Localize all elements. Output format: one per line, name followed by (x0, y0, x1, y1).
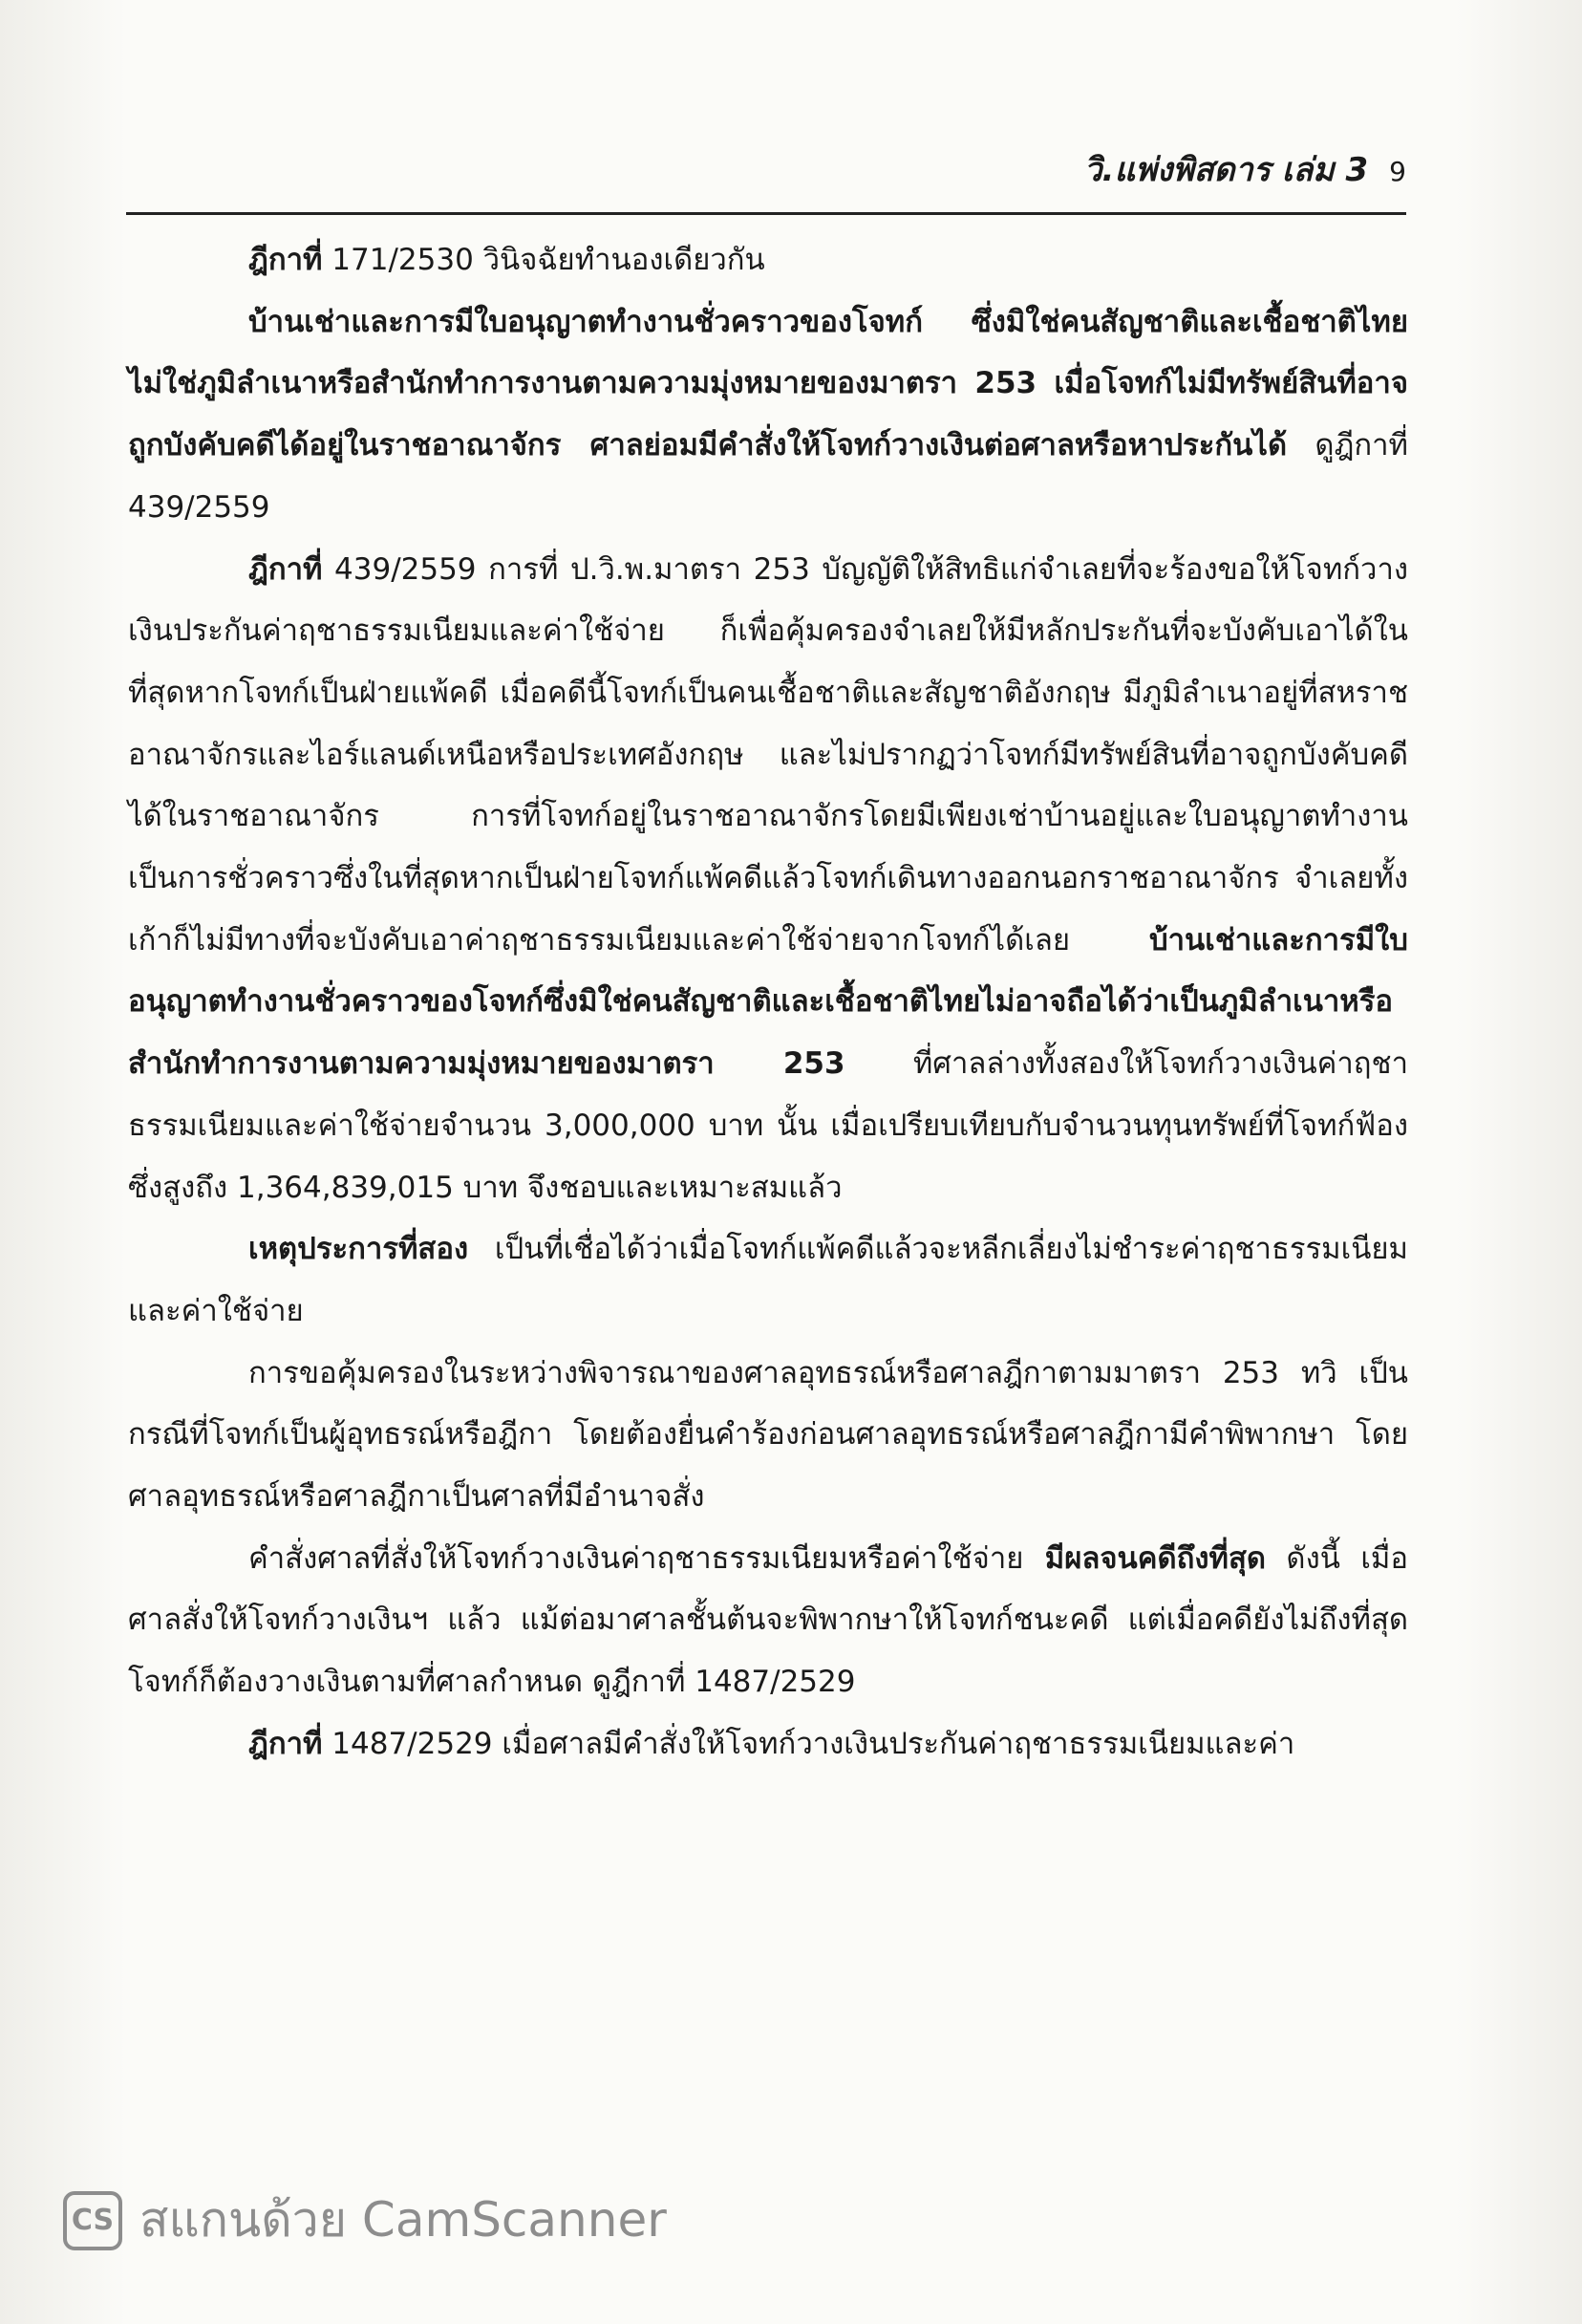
paragraph-4 (128, 1218, 1408, 1342)
paragraph-3 (128, 539, 1408, 1219)
paragraph-text: เป็นที่เชื่อได้ว่าเมื่อโจทก์แพ้คดีแล้วจะหลีกเลี่ยงไม่ชำระค่าฤชาธรรมเนียมและค่าใช้จ่าย (128, 1232, 1408, 1328)
paragraph-text-continued: ดังนี้ เมื่อศาลสั่งให้โจทก์วางเงินฯ แล้ว แม้ต่อมาศาลชั้นต้นจะพิพากษาให้โจทก์ชนะคดี แต่เมื่อคดียังไม่ถึงที่สุด โจทก์ก็ต้องวางเงินตามที่ศาลกำหนด ดูฎีกาที่ 1487/2529 (128, 1540, 1408, 1700)
camscanner-icon-label: CS (71, 2204, 115, 2237)
book-title: วิ.แพ่งพิสดาร เล่ม 3 (1083, 151, 1369, 189)
paragraph-2 (128, 291, 1408, 539)
case-ref-label: ฎีกาที่ (248, 1726, 323, 1761)
case-ref-label: ฎีกาที่ (248, 243, 323, 277)
camscanner-icon (63, 2191, 122, 2250)
paragraph-1 (128, 229, 1408, 291)
paragraph-7 (128, 1713, 1408, 1775)
paragraph-text: 439/2559 การที่ ป.วิ.พ.มาตรา 253 บัญญัติให้สิทธิแก่จำเลยที่จะร้องขอให้โจทก์วางเงินประกันค่าฤชาธรรมเนียมและค่าใช้จ่าย ก็เพื่อคุ้มครองจำเลยให้มีหลักประกันที่จะบังคับเอาได้ในที่สุดหากโจทก์เป็นฝ่ายแพ้คดี เมื่อคดีนี้โจทก์เป็นคนเชื้อชาติและสัญชาติอังกฤษ มีภูมิลำเนาอยู่ที่สหราชอาณาจักรและไอร์แลนด์เหนือหรือประเทศอังกฤษ และไม่ปรากฏว่าโจทก์มีทรัพย์สินที่อาจถูกบังคับคดีได้ในราชอาณาจักร การที่โจทก์อยู่ในราชอาณาจักรโดยมีเพียงเช่าบ้านอยู่และใบอนุญาตทำงานเป็นการชั่วคราวซึ่งในที่สุดหากเป็นฝ่ายโจทก์แพ้คดีแล้วโจทก์เดินทางออกนอกราชอาณาจักร จำเลยทั้งเก้าก็ไม่มีทางที่จะบังคับเอาค่าฤชาธรรมเนียมและค่าใช้จ่ายจากโจทก์ได้เลย (128, 551, 1408, 958)
document-body (128, 229, 1408, 1775)
paragraph-bold-mid: มีผลจนคดีถึงที่สุด (1023, 1540, 1266, 1576)
paragraph-bold-lead: เหตุประการที่สอง (248, 1232, 469, 1267)
paragraph-text: ดูฎีกาที่ 439/2559 (128, 428, 1408, 525)
paragraph-text-continued: ที่ศาลล่างทั้งสองให้โจทก์วางเงินค่าฤชาธรรมเนียมและค่าใช้จ่ายจำนวน 3,000,000 บาท นั้น เมื่อเปรียบเทียบกับจำนวนทุนทรัพย์ที่โจทก์ฟ้องซึ่งสูงถึง 1,364,839,015 บาท จึงชอบและเหมาะสมแล้ว (128, 1046, 1408, 1205)
scanner-watermark (63, 2183, 667, 2258)
paragraph-5 (128, 1343, 1408, 1528)
paragraph-text: คำสั่งศาลที่สั่งให้โจทก์วางเงินค่าฤชาธรรมเนียมหรือค่าใช้จ่าย (248, 1540, 1024, 1576)
case-ref-label: ฎีกาที่ (248, 551, 323, 587)
paragraph-bold-lead: บ้านเช่าและการมีใบอนุญาตทำงานชั่วคราวของโจทก์ ซึ่งมิใช่คนสัญชาติและเชื้อชาติไทย ไม่ใช่ภูมิลำเนาหรือสำนักทำการงานตามความมุ่งหมายของมาตรา 253 เมื่อโจทก์ไม่มีทรัพย์สินที่อาจถูกบังคับคดีได้อยู่ในราชอาณาจักร ศาลย่อมมีคำสั่งให้โจทก์วางเงินต่อศาลหรือหาประกันได้ (128, 304, 1408, 463)
page-number: 9 (1389, 156, 1406, 187)
running-header (126, 143, 1406, 195)
paragraph-6 (128, 1528, 1408, 1713)
paragraph-text: 171/2530 วินิจฉัยทำนองเดียวกัน (322, 243, 765, 277)
watermark-text: สแกนด้วย CamScanner (139, 2192, 667, 2248)
header-rule (126, 212, 1406, 215)
paragraph-bold-mid: บ้านเช่าและการมีใบอนุญาตทำงานชั่วคราวของโจทก์ซึ่งมิใช่คนสัญชาติและเชื้อชาติไทยไม่อาจถือได้ว่าเป็นภูมิลำเนาหรือสำนักทำการงานตามความมุ่งหมายของมาตรา 253 (128, 922, 1408, 1082)
paragraph-text: 1487/2529 เมื่อศาลมีคำสั่งให้โจทก์วางเงินประกันค่าฤชาธรรมเนียมและค่า (322, 1726, 1295, 1761)
paragraph-text: การขอคุ้มครองในระหว่างพิจารณาของศาลอุทธรณ์หรือศาลฎีกาตามมาตรา 253 ทวิ เป็นกรณีที่โจทก์เป็นผู้อุทธรณ์หรือฎีกา โดยต้องยื่นคำร้องก่อนศาลอุทธรณ์หรือศาลฎีกามีคำพิพากษา โดยศาลอุทธรณ์หรือศาลฎีกาเป็นศาลที่มีอำนาจสั่ง (128, 1355, 1408, 1515)
